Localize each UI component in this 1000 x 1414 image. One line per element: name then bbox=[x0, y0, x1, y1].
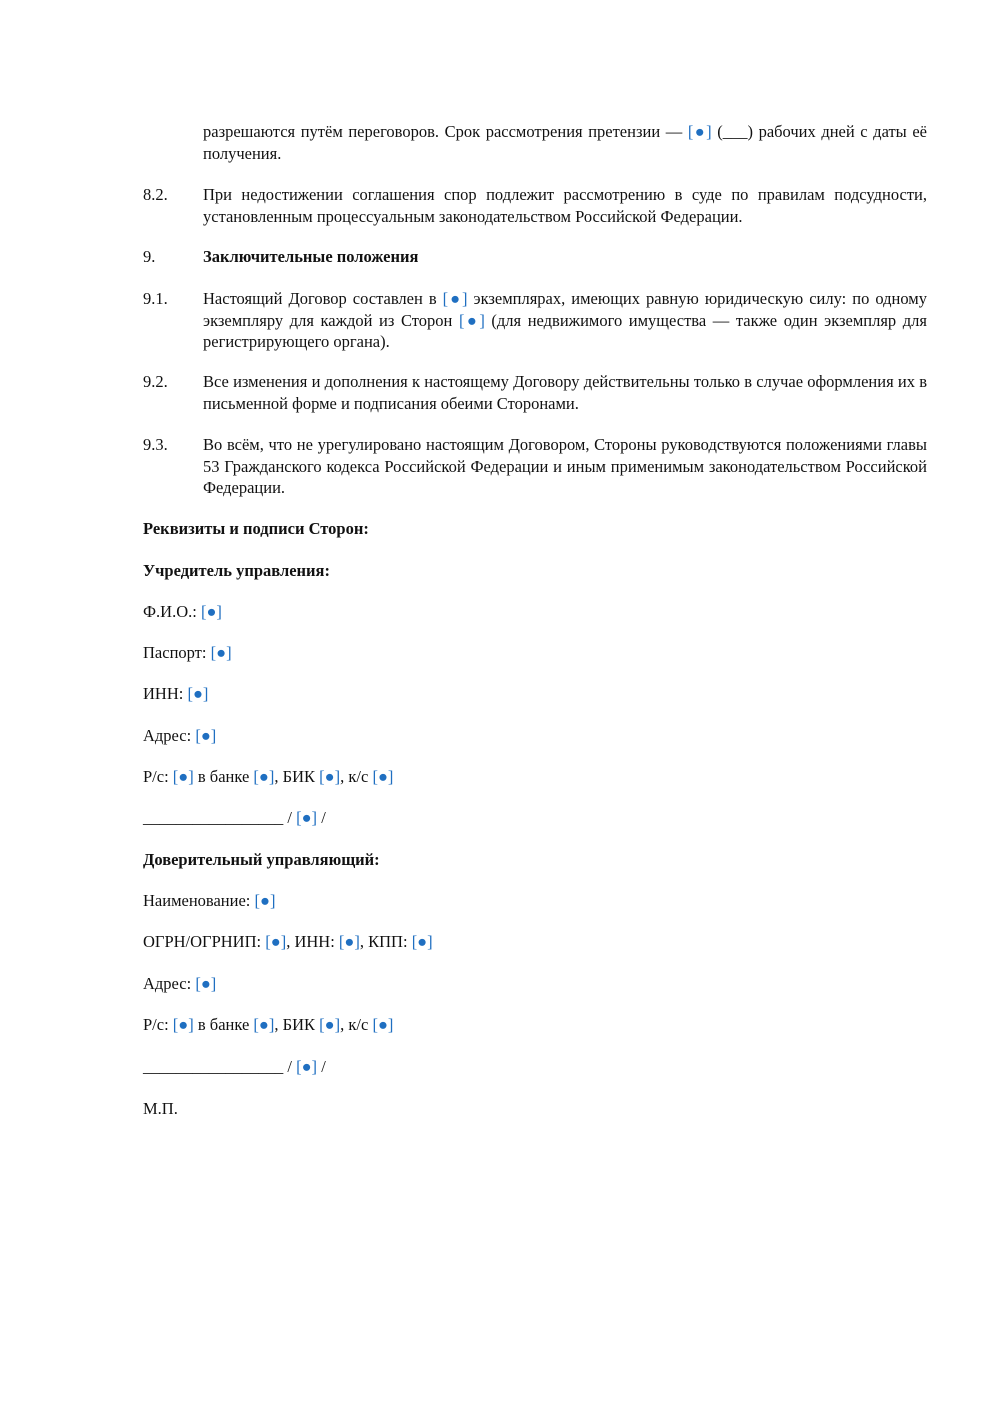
clause-number: 9.3. bbox=[143, 435, 168, 454]
clause-text: Настоящий Договор составлен в [●] экземплярах, имеющих равную юридическую силу: по одному экземпляру для каждой из Сторон [●] (для недвижимого имущества — также один экземпляр для регистрирующего органа). bbox=[203, 289, 927, 351]
placeholder[interactable]: [●] bbox=[253, 767, 275, 786]
placeholder[interactable]: [●] bbox=[254, 891, 276, 910]
placeholder[interactable]: [●] bbox=[372, 767, 394, 786]
placeholder[interactable]: [●] bbox=[687, 122, 712, 141]
clause-text: Все изменения и дополнения к настоящему Договору действительны только в случае оформления их в письменной форме и подписания обеими Сторонами. bbox=[203, 372, 927, 413]
placeholder[interactable]: [●] bbox=[187, 684, 209, 703]
clause-number: 9.1. bbox=[143, 289, 168, 308]
clause-text: При недостижении соглашения спор подлежит рассмотрению в суде по правилам подсудности, установленным процессуальным законодательством Российской Федерации. bbox=[203, 185, 927, 226]
placeholder[interactable]: [●] bbox=[172, 767, 194, 786]
founder-address: Адрес: [●] bbox=[143, 726, 217, 745]
trustee-name: Наименование: [●] bbox=[143, 891, 276, 910]
founder-passport: Паспорт: [●] bbox=[143, 643, 232, 662]
placeholder[interactable]: [●] bbox=[296, 1057, 318, 1076]
placeholder[interactable]: [●] bbox=[172, 1015, 194, 1034]
requisites-heading: Реквизиты и подписи Сторон: bbox=[143, 519, 369, 538]
clause-number: 8.2. bbox=[143, 185, 168, 204]
document-page: разрешаются путём переговоров. Срок рассмотрения претензии — [●] (___) рабочих дней с даты её получения. 8.2. При недостижении соглашения спор подлежит рассмотрению в суде по правилам подсудности, установленным процессуальным законодательством Российской Федерации. 9. Заключительные положения 9.1. Настоящий Договор составлен в [●] экземплярах, имеющих равную юридическую силу: по одному экземпляру для каждой из Сторон [●] (для недвижимого имущества — также один экземпляр для регистрирующего органа). 9.2. Все изменения и дополнения к настоящему Договору действительны только в случае оформления их в письменной форме и подписания обеими Сторонами. 9.3. Во всём, что не урегулировано настоящим Договором, Стороны руководствуются положениями главы 53 Гражданского кодекса Российской Федерации и иным применимым законодательством Российской Федерации. Реквизиты и подписи Сторон: Учредитель управления: Ф.И.О.: [●] Паспорт: [●] ИНН: [●] Адрес: [●] Р/с: [●] в банке [●], БИК [●], к/с [●] _________________ / [●] / Доверительный управляющий: Наименование: [●] ОГРН/ОГРНИП: [●], ИНН: [●], КПП: [●] Адрес: [●] Р/с: [●] в банке [●], БИК [●], к/с [●] _________________ / [●] / М.П. bbox=[143, 122, 927, 1118]
founder-inn: ИНН: [●] bbox=[143, 684, 209, 703]
placeholder[interactable]: [●] bbox=[253, 1015, 275, 1034]
placeholder[interactable]: [●] bbox=[411, 932, 433, 951]
placeholder[interactable]: [●] bbox=[296, 808, 318, 827]
placeholder[interactable]: [●] bbox=[458, 310, 485, 330]
founder-title: Учредитель управления: bbox=[143, 561, 330, 580]
placeholder[interactable]: [●] bbox=[200, 602, 222, 621]
trustee-bank-account: Р/с: [●] в банке [●], БИК [●], к/с [●] bbox=[143, 1015, 394, 1034]
trustee-registration: ОГРН/ОГРНИП: [●], ИНН: [●], КПП: [●] bbox=[143, 932, 433, 951]
founder-fio: Ф.И.О.: [●] bbox=[143, 602, 222, 621]
placeholder[interactable]: [●] bbox=[442, 289, 468, 308]
placeholder[interactable]: [●] bbox=[338, 932, 360, 951]
placeholder[interactable]: [●] bbox=[210, 643, 232, 662]
placeholder[interactable]: [●] bbox=[319, 1015, 341, 1034]
founder-bank-account: Р/с: [●] в банке [●], БИК [●], к/с [●] bbox=[143, 767, 394, 786]
clause-number: 9.2. bbox=[143, 372, 168, 391]
placeholder[interactable]: [●] bbox=[265, 932, 287, 951]
clause-text: Во всём, что не урегулировано настоящим Договором, Стороны руководствуются положениями главы 53 Гражданского кодекса Российской Федерации и иным применимым законодательством Российской Федерации. bbox=[203, 435, 927, 497]
founder-signature: _________________ / [●] / bbox=[143, 808, 326, 827]
placeholder[interactable]: [●] bbox=[372, 1015, 394, 1034]
placeholder[interactable]: [●] bbox=[319, 767, 341, 786]
stamp-place: М.П. bbox=[143, 1099, 178, 1118]
trustee-signature: _________________ / [●] / bbox=[143, 1057, 326, 1076]
placeholder[interactable]: [●] bbox=[195, 974, 217, 993]
section-title: Заключительные положения bbox=[203, 247, 419, 266]
trustee-title: Доверительный управляющий: bbox=[143, 850, 380, 869]
placeholder[interactable]: [●] bbox=[195, 726, 217, 745]
trustee-address: Адрес: [●] bbox=[143, 974, 217, 993]
section-number: 9. bbox=[143, 247, 156, 266]
